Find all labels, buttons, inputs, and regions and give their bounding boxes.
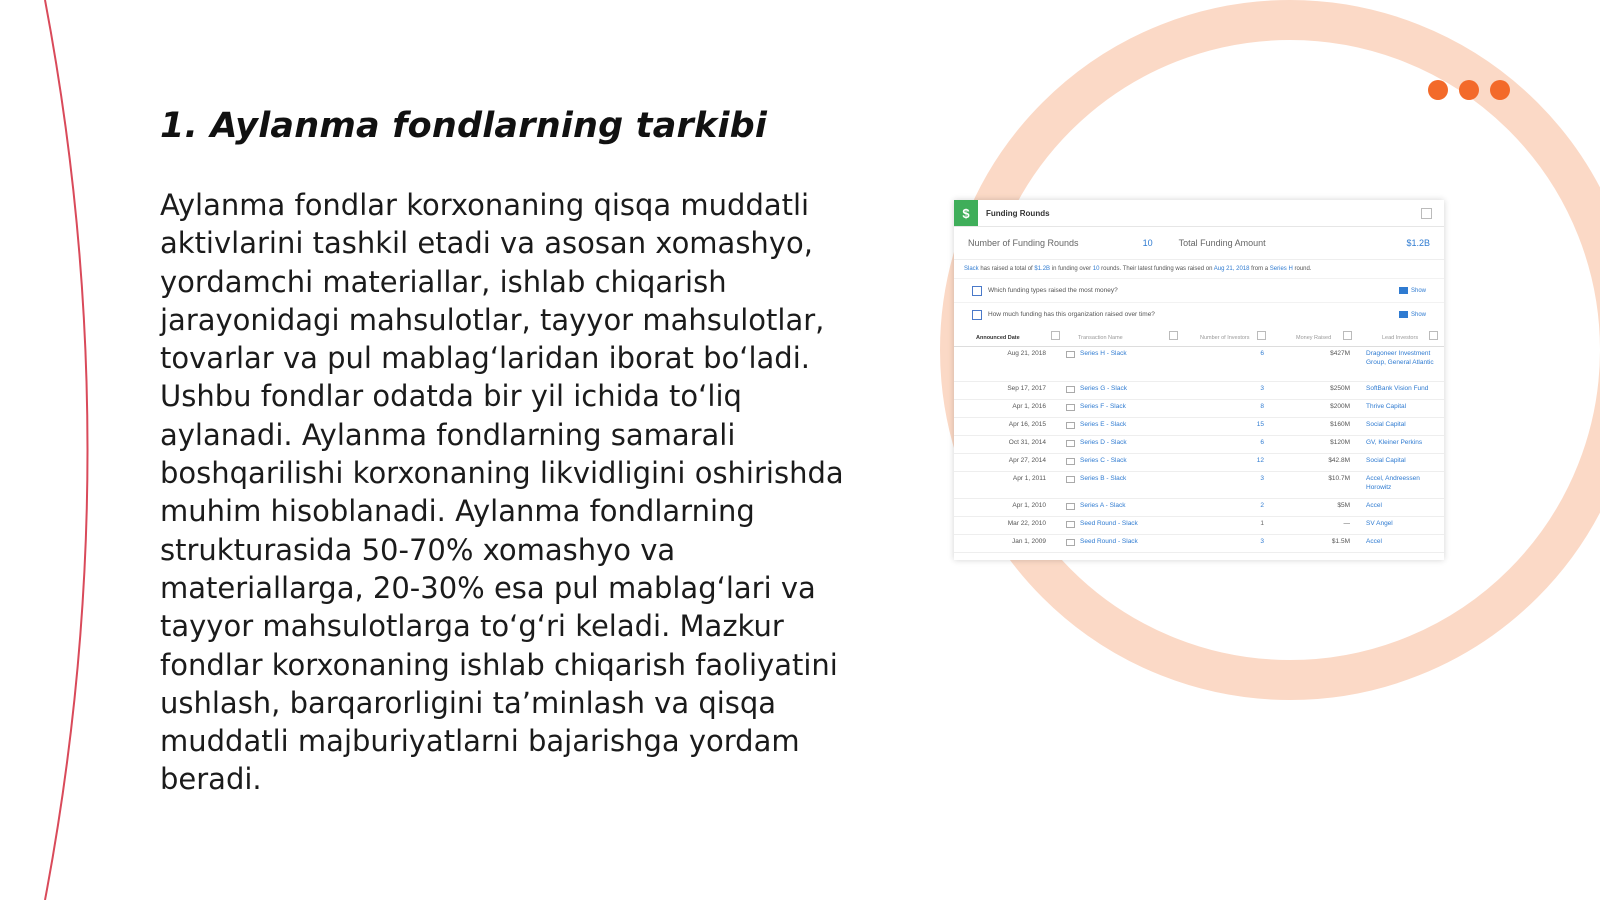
round-icon xyxy=(1066,422,1075,429)
summary-text-3: rounds. Their latest funding was raised on xyxy=(1099,266,1214,272)
dot-2 xyxy=(1459,80,1479,100)
stat-label-rounds: Number of Funding Rounds xyxy=(968,238,1079,248)
transaction-link: Seed Round - Slack xyxy=(1080,538,1138,545)
cell-transaction xyxy=(1066,439,1184,447)
cell-money: $5M xyxy=(1337,502,1350,509)
cell-lead-investors: Accel, Andreessen Horowitz xyxy=(1366,475,1420,491)
column-header-label: Money Raised xyxy=(1296,335,1332,341)
round-icon xyxy=(1066,458,1075,465)
cell-money: $200M xyxy=(1330,403,1350,410)
funding-rounds-screenshot xyxy=(954,200,1444,560)
cell-money: $427M xyxy=(1330,350,1350,357)
cell-lead-investors: SV Angel xyxy=(1366,520,1393,527)
column-header-label: Number of Investors xyxy=(1200,335,1250,341)
funding-summary xyxy=(954,260,1444,278)
cell-transaction xyxy=(1066,475,1184,483)
summary-text-5: round. xyxy=(1292,266,1312,272)
cell-investors: 12 xyxy=(1256,457,1264,464)
filter-icon xyxy=(1429,331,1438,340)
transaction-link: Series G - Slack xyxy=(1080,385,1127,392)
table-row xyxy=(954,517,1444,535)
transaction-link: Series H - Slack xyxy=(1080,350,1127,357)
panel-header xyxy=(954,200,1444,227)
cell-money: $10.7M xyxy=(1328,475,1350,482)
cell-money: $120M xyxy=(1330,439,1350,446)
cell-money: $250M xyxy=(1330,385,1350,392)
cell-transaction xyxy=(1066,385,1184,393)
cell-lead-investors: Social Capital xyxy=(1366,457,1406,464)
table-row xyxy=(954,535,1444,553)
chart-icon xyxy=(972,286,982,296)
round-icon xyxy=(1066,521,1075,528)
transaction-link: Series D - Slack xyxy=(1080,439,1127,446)
stat-value-total: $1.2B xyxy=(1406,238,1430,248)
table-row xyxy=(954,347,1444,382)
cell-money: $1.5M xyxy=(1331,538,1350,545)
table-row xyxy=(954,400,1444,418)
cell-lead-investors: Dragoneer Investment Group, General Atlantic xyxy=(1366,350,1434,366)
filter-icon xyxy=(1343,331,1352,340)
summary-series: Series H xyxy=(1269,266,1293,272)
cell-date: Aug 21, 2018 xyxy=(1007,350,1046,357)
summary-amount: $1.2B xyxy=(1034,266,1051,272)
table-row xyxy=(954,499,1444,517)
cell-investors: 6 xyxy=(1260,439,1264,446)
transaction-link: Series E - Slack xyxy=(1080,421,1127,428)
cell-investors: 3 xyxy=(1260,538,1264,545)
cell-transaction xyxy=(1066,421,1184,429)
cell-money: — xyxy=(1343,520,1350,527)
collapse-icon xyxy=(1421,208,1432,219)
panel-stats xyxy=(954,227,1444,260)
summary-text-4: from a xyxy=(1249,266,1270,272)
left-red-line xyxy=(45,0,88,900)
cell-lead-investors: SoftBank Vision Fund xyxy=(1366,385,1429,392)
round-icon xyxy=(1066,386,1075,393)
show-button xyxy=(1399,287,1426,294)
cell-transaction xyxy=(1066,520,1184,528)
round-icon xyxy=(1066,404,1075,411)
table-row xyxy=(954,382,1444,400)
show-button-label: Show xyxy=(1410,287,1426,294)
transaction-link: Series A - Slack xyxy=(1080,502,1126,509)
cell-money: $160M xyxy=(1330,421,1350,428)
cell-investors: 15 xyxy=(1256,421,1264,428)
column-header xyxy=(1358,335,1444,341)
summary-text-2: in funding over xyxy=(1050,266,1093,272)
round-icon xyxy=(1066,476,1075,483)
dot-3 xyxy=(1490,80,1510,100)
round-icon xyxy=(1066,503,1075,510)
filter-icon xyxy=(1169,331,1178,340)
column-header xyxy=(1272,335,1358,341)
transaction-link: Series C - Slack xyxy=(1080,457,1127,464)
table-row xyxy=(954,454,1444,472)
slide-title: 1. Aylanma fondlarning tarkibi xyxy=(160,106,768,146)
show-icon xyxy=(1399,311,1408,318)
cell-investors: 1 xyxy=(1260,520,1264,527)
cell-transaction xyxy=(1066,403,1184,411)
cell-investors: 6 xyxy=(1260,350,1264,357)
cell-date: Jan 1, 2009 xyxy=(1012,538,1046,545)
cell-lead-investors: Accel xyxy=(1366,502,1382,509)
column-header xyxy=(1066,335,1184,341)
table-header xyxy=(954,330,1444,347)
question-text: How much funding has this organization raised over time? xyxy=(988,311,1155,318)
summary-rounds: 10 xyxy=(1092,266,1100,272)
summary-date: Aug 21, 2018 xyxy=(1213,266,1250,272)
column-header-label: Announced Date xyxy=(976,335,1020,341)
question-row xyxy=(954,278,1444,302)
transaction-link: Series B - Slack xyxy=(1080,475,1127,482)
cell-lead-investors: Social Capital xyxy=(1366,421,1406,428)
dollar-icon: $ xyxy=(954,200,978,226)
table-row xyxy=(954,436,1444,454)
cell-transaction xyxy=(1066,457,1184,465)
cell-date: Apr 27, 2014 xyxy=(1008,457,1046,464)
column-header xyxy=(954,335,1066,341)
round-icon xyxy=(1066,440,1075,447)
summary-company: Slack xyxy=(964,266,979,272)
show-button-label: Show xyxy=(1410,311,1426,318)
cell-date: Sep 17, 2017 xyxy=(1007,385,1046,392)
column-header-label: Lead Investors xyxy=(1382,335,1419,341)
column-header-label: Transaction Name xyxy=(1078,335,1123,341)
panel-title: Funding Rounds xyxy=(986,208,1050,218)
transaction-link: Seed Round - Slack xyxy=(1080,520,1138,527)
cell-lead-investors: GV, Kleiner Perkins xyxy=(1366,439,1423,446)
chart-icon xyxy=(972,310,982,320)
cell-investors: 3 xyxy=(1260,385,1264,392)
cell-investors: 3 xyxy=(1260,475,1264,482)
cell-date: Apr 1, 2011 xyxy=(1012,475,1046,482)
round-icon xyxy=(1066,539,1075,546)
stat-label-total: Total Funding Amount xyxy=(1178,238,1266,248)
column-header xyxy=(1184,335,1272,341)
cell-money: $42.8M xyxy=(1328,457,1350,464)
table-row xyxy=(954,472,1444,499)
summary-text-1: has raised a total of xyxy=(978,266,1035,272)
cell-date: Mar 22, 2010 xyxy=(1007,520,1046,527)
show-icon xyxy=(1399,287,1408,294)
show-button xyxy=(1399,311,1426,318)
decorative-dots xyxy=(1428,80,1510,100)
cell-date: Apr 1, 2016 xyxy=(1012,403,1046,410)
cell-investors: 8 xyxy=(1260,403,1264,410)
question-text: Which funding types raised the most money? xyxy=(988,287,1118,294)
cell-date: Apr 1, 2010 xyxy=(1012,502,1046,509)
table-row xyxy=(954,418,1444,436)
cell-lead-investors: Thrive Capital xyxy=(1366,403,1407,410)
slide-body-text: Aylanma fondlar korxonaning qisqa muddatli aktivlarini tashkil etadi va asosan xomashyo, yordamchi materiallar, ishlab chiqarish jarayonidagi mahsulotlar, tayyor mahsulotlar, tovarlar va pul mablag‘laridan iborat bo‘ladi. Ushbu fondlar odatda bir yil ichida to‘liq aylanadi. Aylanma fondlarning samarali boshqarilishi korxonaning likvidligini oshirishda muhim hisoblanadi. Aylanma fondlarning strukturasida 50-70% xomashyo va materiallarga, 20-30% esa pul mablag‘lari va tayyor mahsulotlarga to‘g‘ri keladi. Mazkur fondlar korxonaning ishlab chiqarish faoliyatini ushlash, barqarorligini ta’minlash va qisqa muddatli majburiyatlarni bajarishga yordam beradi. xyxy=(160,188,844,797)
funding-table xyxy=(954,330,1444,553)
round-icon xyxy=(1066,351,1075,358)
filter-icon xyxy=(1257,331,1266,340)
question-row xyxy=(954,302,1444,326)
cell-date: Oct 31, 2014 xyxy=(1008,439,1046,446)
cell-investors: 2 xyxy=(1260,502,1264,509)
cell-transaction xyxy=(1066,538,1184,546)
filter-icon xyxy=(1051,331,1060,340)
transaction-link: Series F - Slack xyxy=(1080,403,1126,410)
cell-transaction xyxy=(1066,502,1184,510)
cell-lead-investors: Accel xyxy=(1366,538,1382,545)
cell-date: Apr 16, 2015 xyxy=(1008,421,1046,428)
dot-1 xyxy=(1428,80,1448,100)
cell-transaction xyxy=(1066,350,1184,358)
stat-value-rounds: 10 xyxy=(1142,238,1153,248)
